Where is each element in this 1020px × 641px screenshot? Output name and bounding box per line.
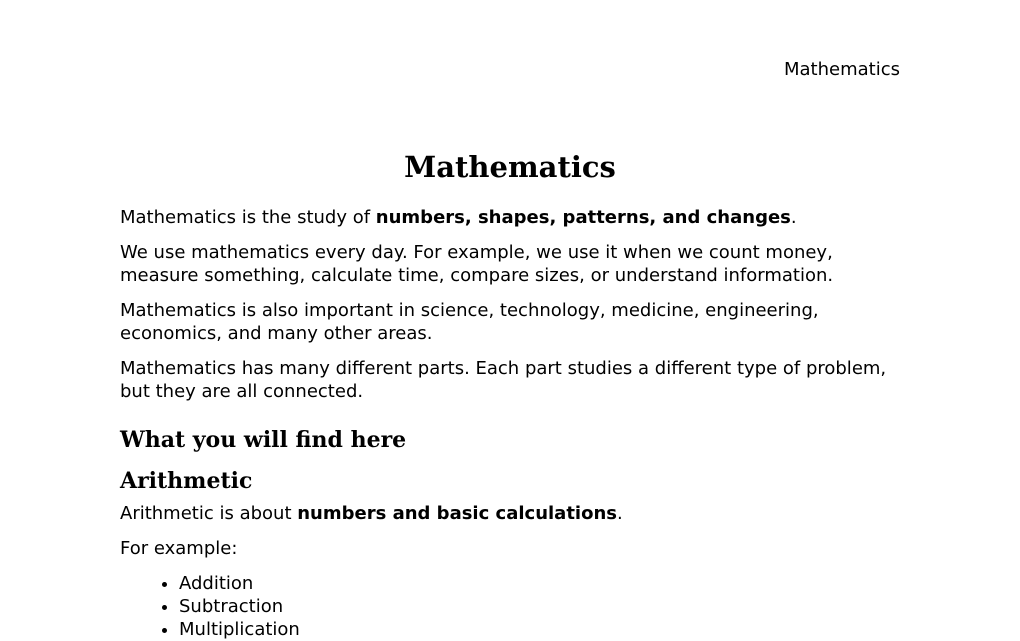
page-title: Mathematics [404,150,616,184]
arithmetic-desc-end: . [617,503,623,524]
article [120,148,900,641]
arithmetic-heading: Arithmetic [120,468,253,494]
intro-paragraph [120,206,900,229]
list-item: • Subtraction [179,595,900,618]
section-heading: What you will find here [120,427,407,453]
paragraph-everyday: We use mathematics every day. For example, we use it when we count money, measure something, calculate time, compare sizes, or understand information. [120,242,834,286]
example-label: For example: [120,538,238,559]
arithmetic-desc-text: Arithmetic is about [120,503,298,524]
paragraph-importance: Mathematics is also important in science, technology, medicine, engineering, economics, and many other areas. [120,300,819,344]
arithmetic-desc-bold: numbers and basic calculations [297,503,617,524]
arithmetic-list [120,572,900,641]
arithmetic-description [120,502,900,525]
intro-text: Mathematics is the study of [120,207,376,228]
list-item: • Addition [179,572,900,595]
paragraph-parts: Mathematics has many different parts. Each part studies a different type of problem, but they are all connected. [120,358,887,402]
intro-end: . [790,207,797,228]
intro-bold-text: numbers, shapes, patterns, and changes [375,207,791,228]
list-item: • Multiplication [179,618,900,641]
running-header-title: Mathematics [784,59,900,80]
